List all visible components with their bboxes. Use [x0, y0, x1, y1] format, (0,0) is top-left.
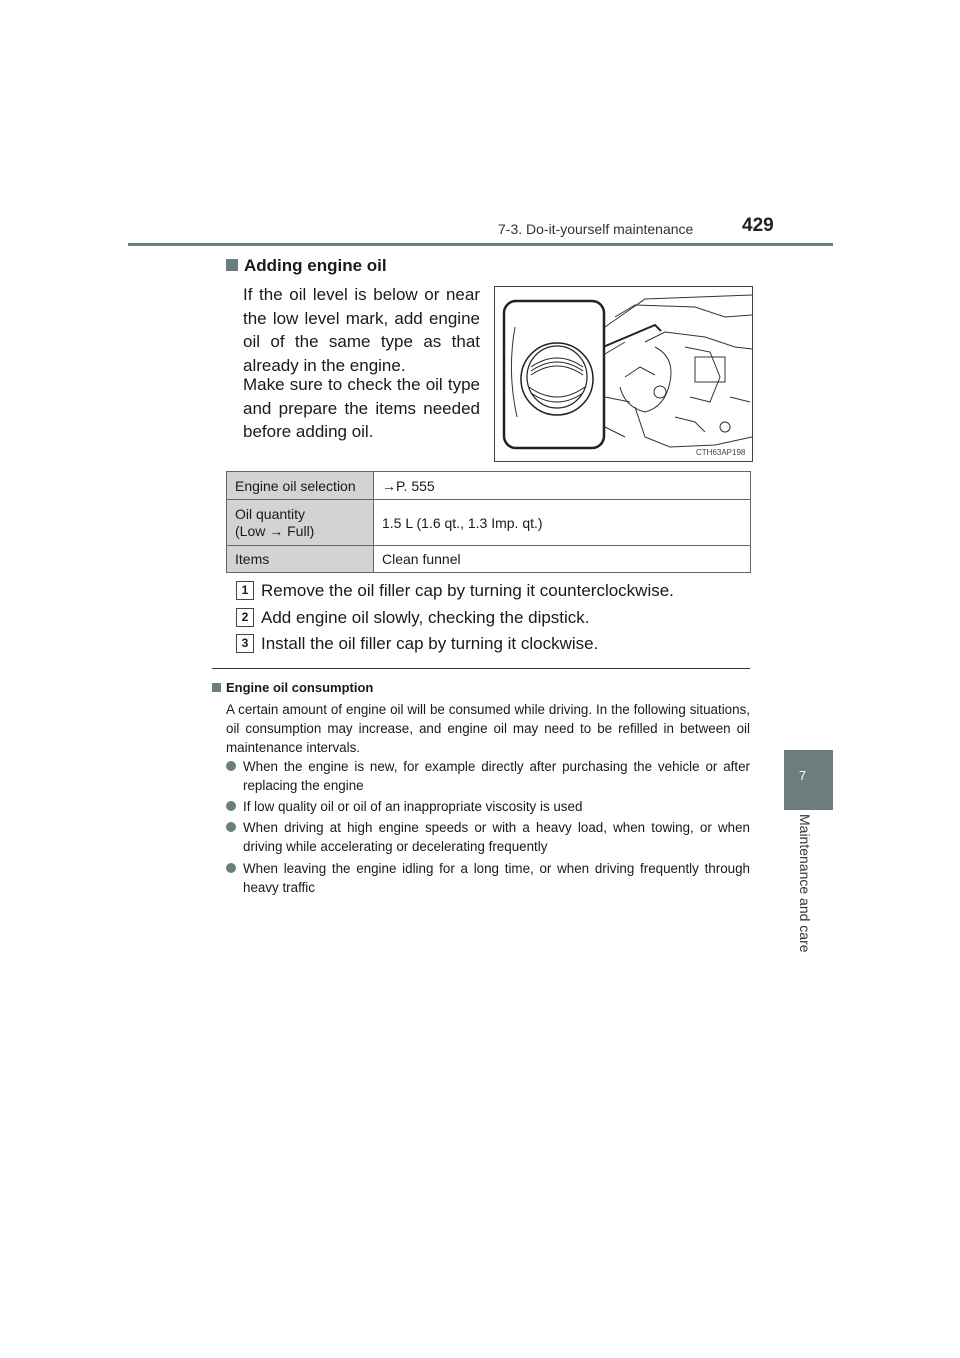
list-item-text: If low quality oil or oil of an inappropriate viscosity is used	[243, 799, 583, 814]
table-label-cell: Items	[227, 546, 374, 573]
page-number: 429	[742, 215, 774, 236]
chapter-number: 7	[798, 768, 807, 783]
bullet-dot-icon	[226, 863, 236, 873]
step-number-badge: 3	[236, 634, 254, 653]
subsection-heading-text: Engine oil consumption	[226, 680, 374, 695]
list-item	[226, 859, 750, 897]
consumption-paragraph: A certain amount of engine oil will be consumed while driving. In the following situations, oil consumption may increase, and engine oil may need to be refilled in between oil maintenance intervals.	[226, 702, 750, 755]
bullet-dot-icon	[226, 761, 236, 771]
step-text: Add engine oil slowly, checking the dipstick.	[261, 608, 590, 627]
section-title: 7-3. Do-it-yourself maintenance	[498, 221, 694, 237]
table-label-cell: Engine oil selection	[227, 472, 374, 500]
list-item-text: When the engine is new, for example directly after purchasing the vehicle or after replacing the engine	[243, 759, 750, 793]
intro-paragraph-1: If the oil level is below or near the low level mark, add engine oil of the same type as that already in the engine.	[243, 285, 480, 375]
figure-code: CTH63AP198	[696, 448, 746, 457]
table-row	[227, 472, 751, 500]
step-number-badge: 1	[236, 581, 254, 600]
header-divider	[128, 243, 833, 246]
section-heading	[226, 256, 387, 276]
list-item-text: When leaving the engine idling for a long time, or when driving frequently through heavy traffic	[243, 861, 750, 895]
engine-oil-cap-illustration	[494, 286, 753, 462]
step-text: Install the oil filler cap by turning it clockwise.	[261, 634, 599, 653]
step-text: Remove the oil filler cap by turning it counterclockwise.	[261, 581, 674, 600]
list-item	[226, 818, 750, 856]
table-value-cell: Clean funnel	[374, 546, 751, 573]
heading-square-icon	[212, 683, 221, 692]
section-divider	[212, 668, 750, 669]
list-item	[226, 757, 750, 795]
subsection-heading	[212, 680, 373, 695]
list-item-text: When driving at high engine speeds or with a heavy load, when towing, or when driving while accelerating or decelerating frequently	[243, 820, 750, 854]
table-label-cell: Oil quantity (Low → Full)	[227, 500, 374, 546]
table-value-cell: 1.5 L (1.6 qt., 1.3 Imp. qt.)	[374, 500, 751, 546]
table-row	[227, 500, 751, 546]
table-row	[227, 546, 751, 573]
oil-spec-table	[226, 471, 751, 573]
bullet-dot-icon	[226, 822, 236, 832]
engine-bay-drawing	[495, 287, 752, 461]
table-value-cell: →P. 555	[374, 472, 751, 500]
intro-paragraph-2: Make sure to check the oil type and prepare the items needed before adding oil.	[243, 375, 480, 441]
step-number-badge: 2	[236, 608, 254, 627]
heading-text: Adding engine oil	[244, 256, 387, 275]
bullet-dot-icon	[226, 801, 236, 811]
list-item	[226, 797, 750, 816]
heading-square-icon	[226, 259, 238, 271]
chapter-title: Maintenance and care	[797, 814, 813, 953]
